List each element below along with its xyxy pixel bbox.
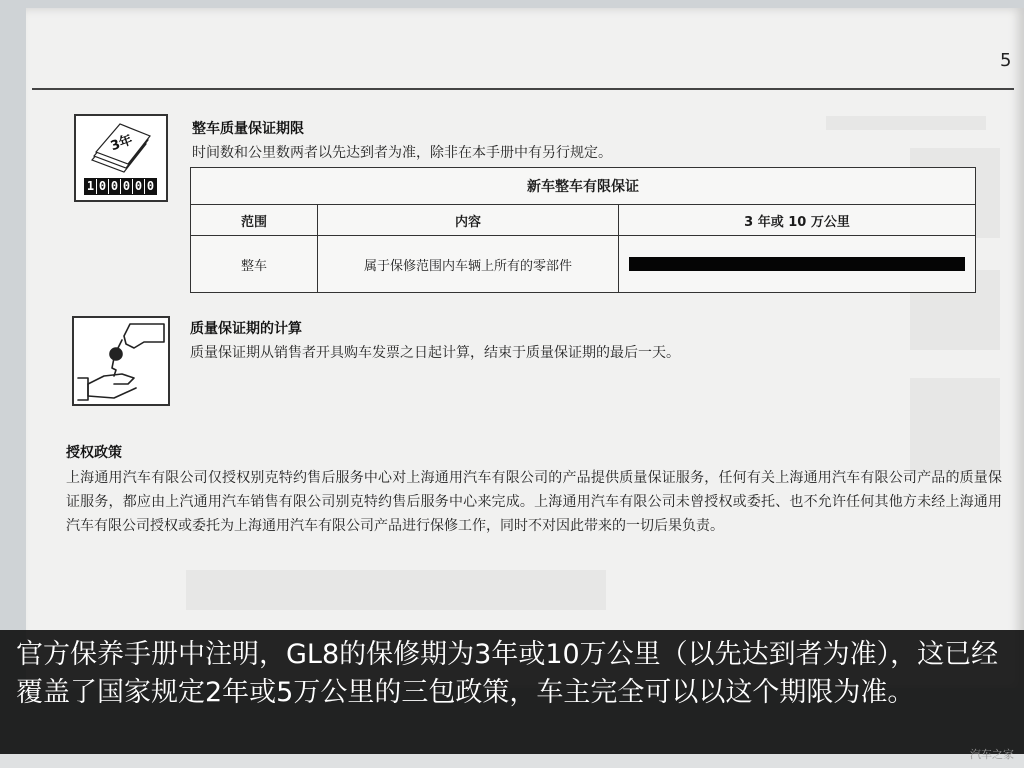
warranty-period-title: 整车质量保证期限 <box>192 121 304 137</box>
odometer-digit: 0 <box>134 179 143 193</box>
cell-term <box>619 236 976 293</box>
caption-text: 官方保养手册中注明，GL8的保修期为3年或10万公里（以先达到者为准），这已经覆盖了国家规定2年或5万公里的三包政策，车主完全可以以这个期限为准。 <box>16 639 999 708</box>
calculation-title: 质量保证期的计算 <box>190 321 302 337</box>
header-content: 内容 <box>318 205 619 236</box>
key-handover-drawing <box>74 318 168 404</box>
warranty-table <box>190 167 976 293</box>
policy-title: 授权政策 <box>66 445 122 461</box>
bleed-through-text <box>186 570 606 610</box>
table-header-row <box>191 205 976 236</box>
odometer-digit: 0 <box>146 179 155 193</box>
header-scope: 范围 <box>191 205 318 236</box>
odometer-digit: 0 <box>122 179 131 193</box>
watermark: 汽车之家 <box>970 748 1014 761</box>
calculation-body: 质量保证期从销售者开具购车发票之日起计算，结束于质量保证期的最后一天。 <box>190 345 680 361</box>
header-rule <box>32 88 1014 90</box>
page-number: 5 <box>1000 50 1012 71</box>
cell-content: 属于保修范围内车辆上所有的零部件 <box>318 236 619 293</box>
calendar-label: 3年 <box>108 132 135 155</box>
bleed-through-box <box>910 378 1000 474</box>
bleed-through-text <box>826 116 986 130</box>
bottom-strip <box>0 754 1024 768</box>
policy-body: 上海通用汽车有限公司仅授权别克特约售后服务中心对上海通用汽车有限公司的产品提供质量保证服务，任何有关上海通用汽车有限公司产品的质量保证服务，都应由上汽通用汽车销售有限公司别克特约售后服务中心来完成。上海通用汽车有限公司未曾授权或委托、也不允许任何其他方未经上海通用汽车有限公司授权或委托为上海通用汽车有限公司产品进行保修工作，同时不对因此带来的一切后果负责。 <box>66 470 1002 534</box>
header-term: 3 年或 10 万公里 <box>619 205 976 236</box>
table-row <box>191 236 976 293</box>
calendar-odometer-icon <box>74 114 168 202</box>
warranty-period-subtitle: 时间数和公里数两者以先达到者为准，除非在本手册中有另行规定。 <box>192 145 612 161</box>
table-caption: 新车整车有限保证 <box>191 168 976 205</box>
caption-band <box>0 630 1024 754</box>
key-handover-icon <box>72 316 170 406</box>
redaction-bar <box>629 257 965 271</box>
odometer-display <box>84 178 157 195</box>
odometer-digit: 0 <box>110 179 119 193</box>
odometer-digit: 0 <box>98 179 107 193</box>
cell-scope: 整车 <box>191 236 318 293</box>
odometer-digit: 1 <box>86 179 95 193</box>
